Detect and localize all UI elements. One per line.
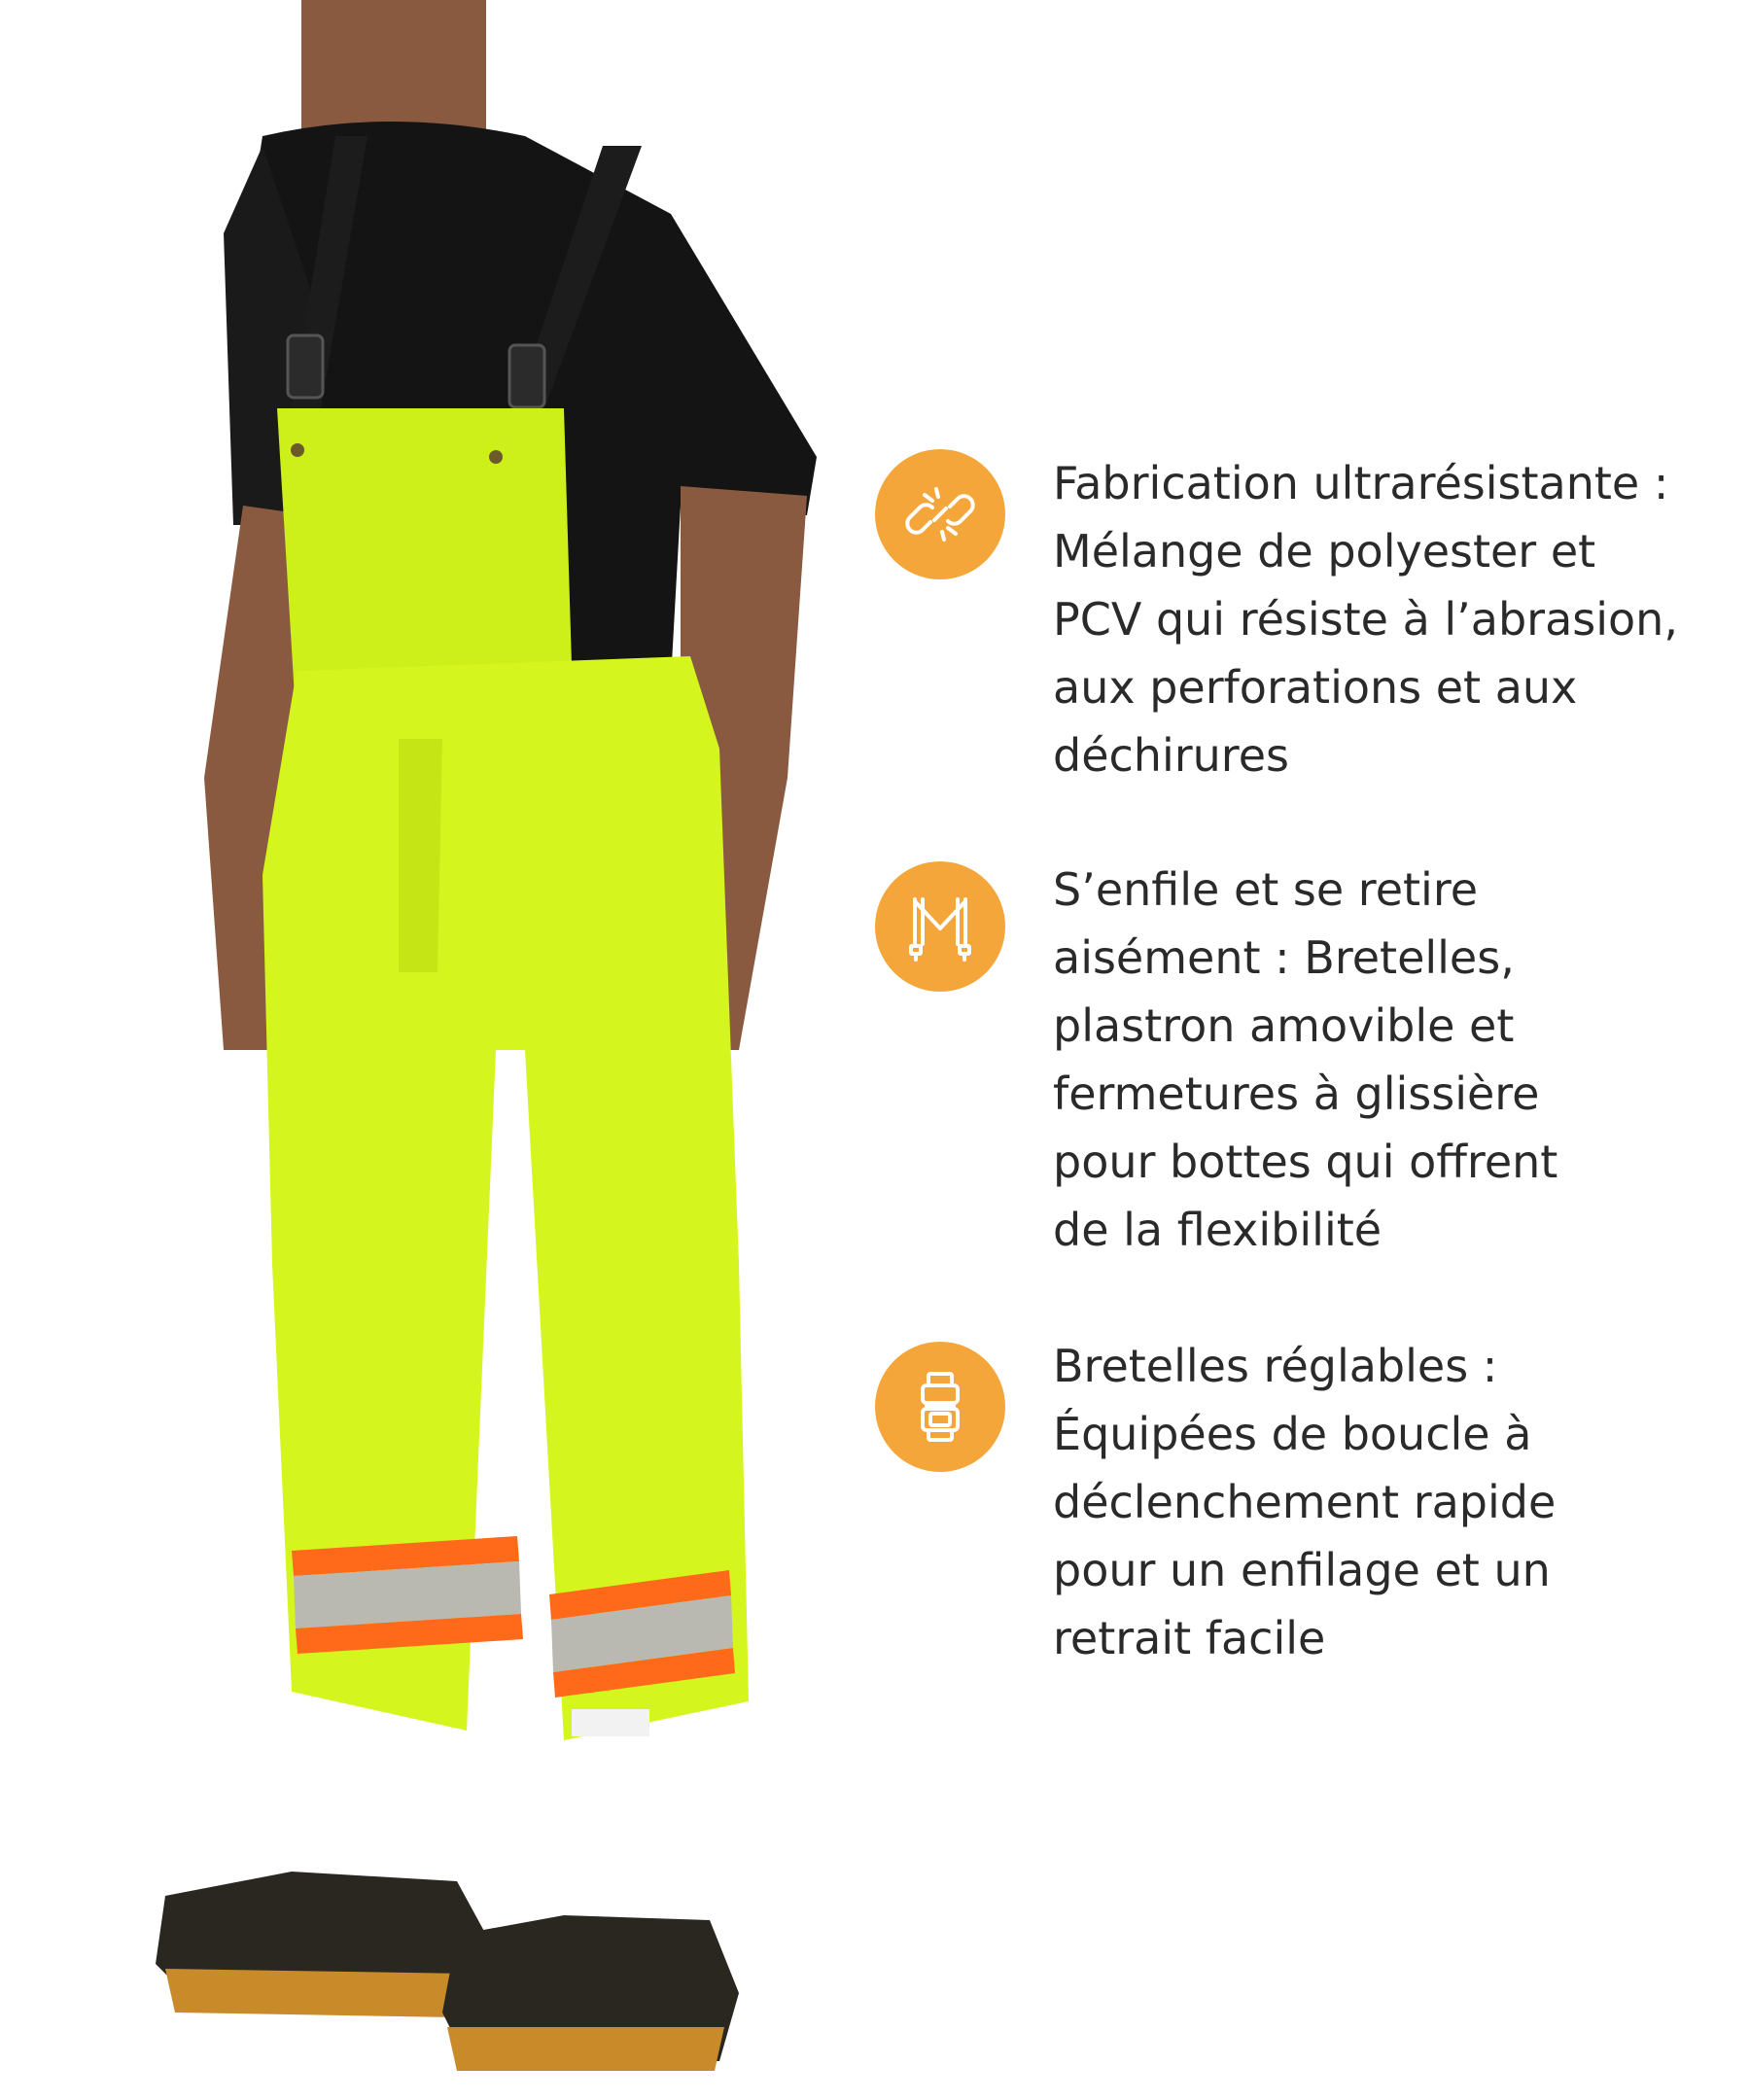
left-buckle	[288, 335, 323, 398]
feature-text-durable: Fabrication ultrarésistante : Mélange de polyester et PCV qui résiste à l’abrasion, aux perforations et aux déchirures	[1053, 457, 1678, 782]
left-boot-sole	[165, 1969, 467, 2017]
buckle-icon	[875, 1342, 1005, 1472]
pants-fly	[399, 739, 442, 972]
feature-text-easy-on-off: S’enfile et se retire aisément : Bretelles, plastron amovible et fermetures à glissière pour bottes qui offrent de la flexibilité	[1053, 863, 1558, 1256]
suspenders-icon	[875, 861, 1005, 992]
product-image	[0, 0, 817, 2100]
right-boot-sole	[447, 2027, 724, 2071]
broken-chain-icon	[875, 449, 1005, 579]
reflective-label	[572, 1709, 649, 1736]
feature-text-adjustable-straps: Bretelles réglables : Équipées de boucle à déclenchement rapide pour un enfilage et un retrait facile	[1053, 1340, 1557, 1664]
right-buckle	[509, 345, 544, 407]
